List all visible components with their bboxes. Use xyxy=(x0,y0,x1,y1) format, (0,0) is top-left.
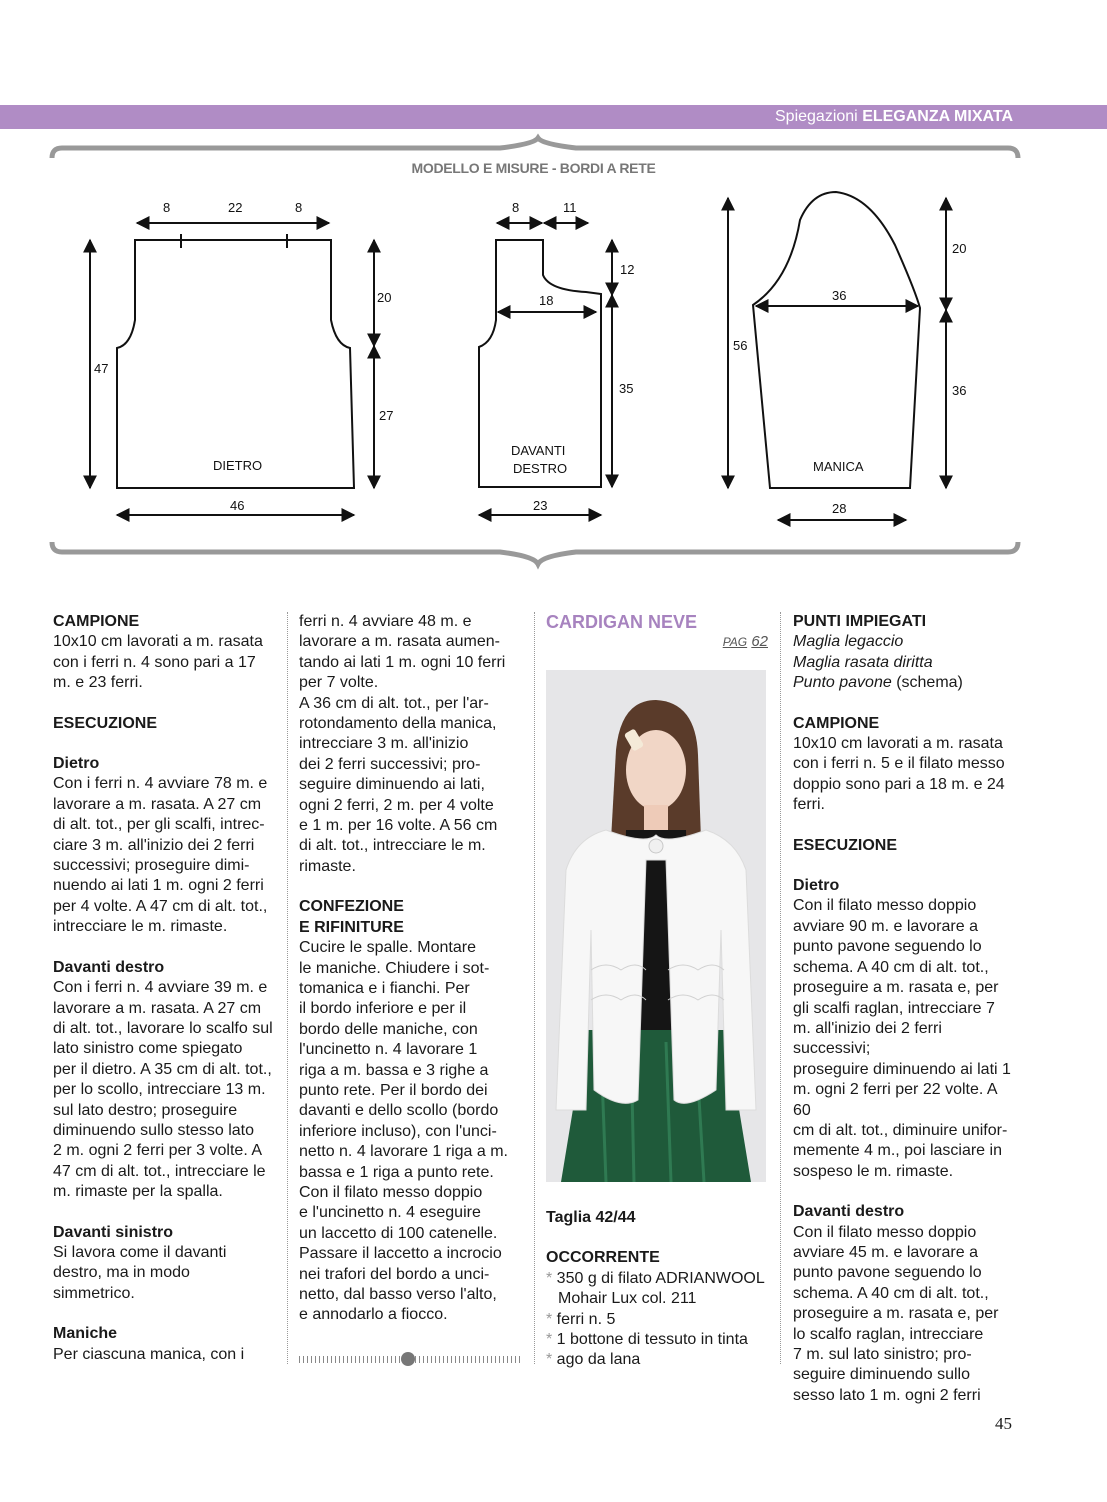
text-line: seguire diminuendo sullo xyxy=(793,1366,970,1384)
occorrente-item: * ferri n. 5 xyxy=(546,1310,616,1328)
manica-height-label: 56 xyxy=(733,338,748,353)
bottom-bracket xyxy=(52,542,1018,564)
text-line: Passare il laccetto a incrocio xyxy=(299,1245,502,1263)
confezione-heading-1: CONFEZIONE xyxy=(299,898,404,916)
text-line: proseguire a m. rasata e, per xyxy=(793,1305,999,1323)
taglia: Taglia 42/44 xyxy=(546,1209,636,1226)
text-line: proseguire a m. rasata e, per xyxy=(793,979,999,997)
text-line: sospeso le m. rimaste. xyxy=(793,1162,954,1180)
davanti-destro-text xyxy=(793,1223,1015,1407)
column-divider xyxy=(780,612,781,1364)
column-divider xyxy=(287,612,288,1364)
pag-label: PAG xyxy=(722,635,748,650)
text-line: per 7 volte. xyxy=(299,674,379,692)
dietro-armhole-label: 20 xyxy=(377,290,392,305)
cardigan-photo xyxy=(546,670,766,1182)
column-1 xyxy=(53,612,275,1365)
text-line: lato sinistro come spiegato xyxy=(53,1040,243,1058)
dietro-top-mid-label: 22 xyxy=(228,200,243,215)
text-line: rotondamento della manica, xyxy=(299,715,497,733)
text-line: punto pavone seguendo lo xyxy=(793,1264,982,1282)
davanti-sinistro-heading: Davanti sinistro xyxy=(53,1223,174,1241)
text-line: intrecciare le m. rimaste. xyxy=(53,918,228,936)
esecuzione-heading: ESECUZIONE xyxy=(793,836,898,854)
text-line: m. rimaste per la spalla. xyxy=(53,1183,223,1201)
text-line: sul lato destro; proseguire xyxy=(53,1101,238,1119)
text-line: 2 m. ogni 2 ferri per 3 volte. A xyxy=(53,1142,262,1160)
text-line: Cucire le spalle. Montare xyxy=(299,939,476,957)
text-line: tomanica e i fianchi. Per xyxy=(299,979,470,997)
manica-side-label: 36 xyxy=(952,383,967,398)
maniche-heading: Maniche xyxy=(53,1325,118,1343)
esecuzione-heading: ESECUZIONE xyxy=(53,714,158,732)
text-line: di alt. tot., per gli scalfi, intrec- xyxy=(53,816,265,834)
text-line: con i ferri n. 5 e il filato messo xyxy=(793,755,1005,773)
davanti-destro-text xyxy=(53,978,275,1202)
davanti-top-right-label: 11 xyxy=(563,200,577,215)
text-line: ferri n. 4 avviare 48 m. e xyxy=(299,613,472,630)
text-line: destro, ma in modo xyxy=(53,1264,190,1282)
column-3-bottom xyxy=(546,1208,768,1371)
text-line: bassa e 1 riga a punto rete. xyxy=(299,1163,494,1181)
dietro-width-label: 46 xyxy=(230,498,245,513)
text-line: inferiore incluso), con l'unci- xyxy=(299,1122,497,1140)
text-line: le maniche. Chiudere i sot- xyxy=(299,959,490,977)
dietro-shape xyxy=(117,240,354,488)
text-line: per 4 volte. A 47 cm di alt. tot., xyxy=(53,897,268,915)
column-divider xyxy=(534,612,535,1364)
text-line: nei trafori del bordo a unci- xyxy=(299,1265,490,1283)
text-line: con i ferri n. 4 sono pari a 17 xyxy=(53,653,256,671)
davanti-top-left-label: 8 xyxy=(512,200,520,215)
text-line: 10x10 cm lavorati a m. rasata xyxy=(793,735,1003,753)
dietro-side-label: 27 xyxy=(379,408,394,423)
text-line: A 36 cm di alt. tot., per l'ar- xyxy=(299,694,489,712)
punto-rasata: Maglia rasata diritta xyxy=(793,653,933,671)
text-line: 7 m. sul lato sinistro; pro- xyxy=(793,1346,972,1363)
text-line: bordo delle maniche, con xyxy=(299,1020,478,1038)
cardigan-title: CARDIGAN NEVE xyxy=(546,612,698,632)
dietro-height-label: 47 xyxy=(94,361,109,376)
text-line: Si lavora come il davanti xyxy=(53,1243,227,1261)
text-line: dei 2 ferri successivi; pro- xyxy=(299,755,481,773)
text-line: Con il filato messo doppio xyxy=(793,897,977,915)
page-reference[interactable] xyxy=(546,632,768,652)
occorrente-item-cont: Mohair Lux col. 211 xyxy=(558,1290,697,1308)
text-line: Con il filato messo doppio xyxy=(299,1183,483,1201)
text-line: avviare 45 m. e lavorare a xyxy=(793,1243,978,1261)
text-line: simmetrico. xyxy=(53,1284,135,1302)
manica-cap-label: 20 xyxy=(952,241,967,256)
dietro-heading: Dietro xyxy=(53,755,100,773)
davanti-neck-label: 12 xyxy=(620,262,635,277)
manica-width-label: 28 xyxy=(832,501,847,516)
column-4 xyxy=(793,612,1015,1406)
page-number: 45 xyxy=(995,1414,1012,1433)
text-line: netto, dal basso verso l'alto, xyxy=(299,1286,497,1303)
text-line: m. all'inizio dei 2 ferri successivi; xyxy=(793,1019,942,1058)
occorrente-item: * 350 g di filato ADRIANWOOL xyxy=(546,1269,765,1287)
text-line: memente 4 m., poi lasciare in xyxy=(793,1142,1002,1160)
text-line: doppio sono pari a 18 m. e 24 xyxy=(793,775,1005,793)
text-line: proseguire diminuendo ai lati 1 xyxy=(793,1060,1011,1078)
davanti-sinistro-text xyxy=(53,1243,275,1304)
text-line: seguire diminuendo ai lati, xyxy=(299,776,485,794)
text-line: Per ciascuna manica, con i xyxy=(53,1345,245,1363)
occorrente-item: * 1 bottone di tessuto in tinta xyxy=(546,1331,748,1349)
text-line: tando ai lati 1 m. ogni 10 ferri xyxy=(299,653,506,671)
campione-text xyxy=(53,632,275,693)
text-line: cm di alt. tot., diminuire unifor- xyxy=(793,1121,1008,1139)
dietro-top-left-label: 8 xyxy=(163,200,171,215)
maniche-text xyxy=(53,1345,275,1365)
text-line: riga a m. bassa e 3 righe a xyxy=(299,1061,489,1079)
manica-name-label: MANICA xyxy=(813,459,864,474)
punto-pavone-note: (schema) xyxy=(896,674,963,692)
text-line: diminuendo sullo stesso lato xyxy=(53,1121,255,1139)
text-line: davanti e dello scollo (bordo xyxy=(299,1102,499,1120)
text-line: il bordo inferiore e per il xyxy=(299,1000,467,1018)
text-line: schema. A 40 cm di alt. tot., xyxy=(793,958,989,976)
confezione-text xyxy=(299,938,521,1326)
text-line: lavorare a m. rasata aumen- xyxy=(299,633,500,651)
dot-marker xyxy=(401,1352,415,1366)
davanti-destro-heading: Davanti destro xyxy=(793,1203,905,1221)
text-line: gli scalfi raglan, intrecciare 7 xyxy=(793,999,995,1017)
text-line: 10x10 cm lavorati a m. rasata xyxy=(53,633,263,651)
text-line: rimaste. xyxy=(299,857,356,875)
maniche-continued-text xyxy=(299,612,521,877)
text-line: sesso lato 1 m. ogni 2 ferri xyxy=(793,1386,981,1404)
measurement-diagram xyxy=(0,130,1107,570)
text-line: lo scalfo raglan, intrecciare xyxy=(793,1325,984,1343)
davanti-name-label-2: DESTRO xyxy=(513,461,568,476)
dietro-top-right-label: 8 xyxy=(295,200,303,215)
text-line: ogni 2 ferri, 2 m. per 4 volte xyxy=(299,796,494,814)
text-line: l'uncinetto n. 4 lavorare 1 xyxy=(299,1041,478,1059)
text-line: di alt. tot., intrecciare le m. xyxy=(299,837,486,855)
occorrente-heading: OCCORRENTE xyxy=(546,1249,660,1267)
davanti-chest-label: 18 xyxy=(539,293,554,308)
text-line: schema. A 40 cm di alt. tot., xyxy=(793,1284,989,1302)
text-line: ciare 3 m. all'inizio dei 2 ferri xyxy=(53,836,255,854)
text-line: m. e 23 ferri. xyxy=(53,674,143,692)
diagram-title: MODELLO E MISURE - BORDI A RETE xyxy=(411,160,656,176)
occorrente-item: * ago da lana xyxy=(546,1351,641,1369)
manica-upper-label: 36 xyxy=(832,288,847,303)
dietro-name-label: DIETRO xyxy=(213,458,263,473)
dietro-text xyxy=(793,896,1015,1182)
text-line: 47 cm di alt. tot., intrecciare le xyxy=(53,1162,266,1180)
text-line: e annodarlo a fiocco. xyxy=(299,1306,448,1324)
column-2 xyxy=(299,612,521,1326)
davanti-side-label: 35 xyxy=(619,381,634,396)
davanti-destro-heading: Davanti destro xyxy=(53,958,165,976)
campione-heading: CAMPIONE xyxy=(793,714,880,732)
text-line: e l'uncinetto n. 4 eseguire xyxy=(299,1204,481,1222)
text-line: ferri. xyxy=(793,796,825,814)
text-line: di alt. tot., lavorare lo scalfo sul xyxy=(53,1019,273,1037)
text-line: un laccetto di 100 catenelle. xyxy=(299,1224,498,1242)
text-line: e 1 m. per 16 volte. A 56 cm xyxy=(299,817,498,835)
text-line: successivi; proseguire dimi- xyxy=(53,857,250,875)
text-line: per lo scollo, intrecciare 13 m. xyxy=(53,1081,266,1099)
punto-pavone: Punto pavone xyxy=(793,674,892,692)
text-line: lavorare a m. rasata. A 27 cm xyxy=(53,795,262,813)
column-3 xyxy=(546,612,768,653)
manica-shape xyxy=(753,192,920,488)
model-illustration xyxy=(546,670,766,1182)
campione-text xyxy=(793,734,1015,816)
text-line: m. ogni 2 ferri per 22 volte. A 60 xyxy=(793,1081,997,1119)
header-prefix: Spiegazioni xyxy=(775,108,858,125)
text-line: per il dietro. A 35 cm di alt. tot., xyxy=(53,1060,272,1078)
text-line: intrecciare 3 m. all'inizio xyxy=(299,735,469,753)
text-line: Con i ferri n. 4 avviare 39 m. e xyxy=(53,979,268,997)
dietro-heading: Dietro xyxy=(793,877,840,895)
punto-legaccio: Maglia legaccio xyxy=(793,633,904,651)
text-line: lavorare a m. rasata. A 27 cm xyxy=(53,999,262,1017)
text-line: nuendo ai lati 1 m. ogni 2 ferri xyxy=(53,877,264,895)
dietro-text xyxy=(53,774,275,937)
top-bracket xyxy=(52,138,1018,158)
text-line: Con i ferri n. 4 avviare 78 m. e xyxy=(53,775,268,793)
pag-number: 62 xyxy=(751,633,768,651)
davanti-name-label-1: DAVANTI xyxy=(511,443,566,458)
campione-heading: CAMPIONE xyxy=(53,613,140,630)
davanti-width-label: 23 xyxy=(533,498,548,513)
text-line: Con il filato messo doppio xyxy=(793,1223,977,1241)
text-line: avviare 90 m. e lavorare a xyxy=(793,917,978,935)
confezione-heading-2: E RIFINITURE xyxy=(299,918,404,936)
header-title: ELEGANZA MIXATA xyxy=(862,108,1013,125)
text-line: punto rete. Per il bordo dei xyxy=(299,1081,488,1099)
punti-heading: PUNTI IMPIEGATI xyxy=(793,613,927,630)
text-line: punto pavone seguendo lo xyxy=(793,938,982,956)
section-header xyxy=(775,108,1013,126)
text-line: netto n. 4 lavorare 1 riga a m. xyxy=(299,1143,508,1161)
